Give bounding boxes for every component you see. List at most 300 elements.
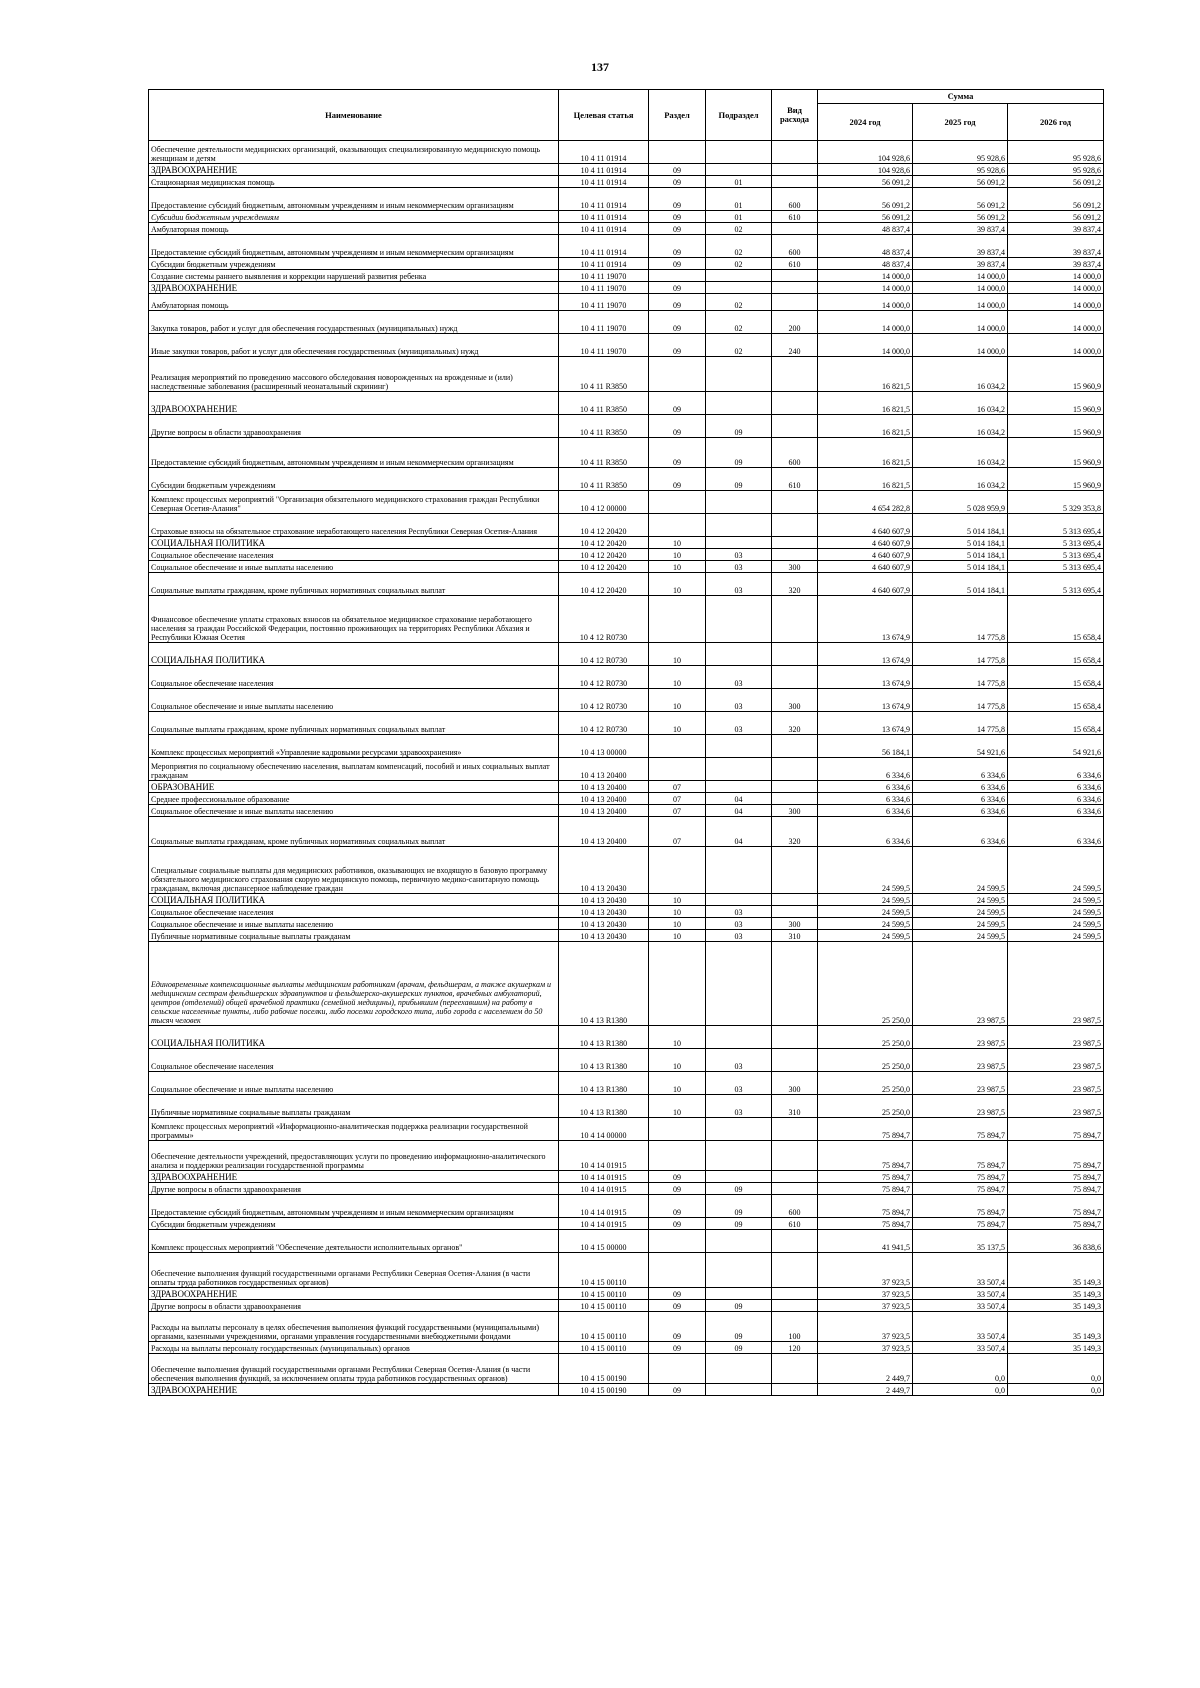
row-subsection: 03	[706, 689, 772, 712]
row-expense-type	[772, 549, 818, 561]
row-sum-2024: 4 640 607,9	[818, 561, 913, 573]
row-sum-2025: 14 775,8	[913, 596, 1008, 643]
row-sum-2025: 16 034,2	[913, 392, 1008, 415]
row-sum-2025: 6 334,6	[913, 805, 1008, 817]
row-expense-type	[772, 643, 818, 666]
table-row	[149, 735, 1104, 758]
row-section	[649, 270, 706, 282]
row-sum-2024: 48 837,4	[818, 223, 913, 235]
row-section: 09	[649, 1183, 706, 1195]
row-subsection	[706, 1384, 772, 1396]
row-expense-type: 300	[772, 918, 818, 930]
row-section: 09	[649, 282, 706, 294]
row-sum-2025: 14 000,0	[913, 282, 1008, 294]
row-name: СОЦИАЛЬНАЯ ПОЛИТИКА	[149, 894, 559, 906]
table-row	[149, 468, 1104, 491]
row-target-article: 10 4 13 20430	[559, 918, 649, 930]
row-sum-2024: 75 894,7	[818, 1141, 913, 1171]
row-section: 10	[649, 930, 706, 942]
row-subsection: 03	[706, 712, 772, 735]
row-section: 10	[649, 1049, 706, 1072]
row-sum-2026: 14 000,0	[1008, 270, 1104, 282]
row-target-article: 10 4 15 00190	[559, 1354, 649, 1384]
table-row	[149, 1384, 1104, 1396]
row-name: Предоставление субсидий бюджетным, автономным учреждениям и иным некоммерческим организациям	[149, 1195, 559, 1218]
row-target-article: 10 4 12 R0730	[559, 712, 649, 735]
row-section: 07	[649, 817, 706, 847]
row-expense-type	[772, 847, 818, 894]
row-target-article: 10 4 15 00190	[559, 1384, 649, 1396]
row-sum-2024: 37 923,5	[818, 1312, 913, 1342]
row-sum-2026: 14 000,0	[1008, 334, 1104, 357]
row-name: Финансовое обеспечение уплаты страховых взносов на обязательное медицинское страхование неработающего населения за граждан Российской Федерации, постоянно проживающих на территориях Республики Абхазия и Республики Южная Осетия	[149, 596, 559, 643]
row-sum-2024: 25 250,0	[818, 1072, 913, 1095]
row-sum-2026: 5 313 695,4	[1008, 549, 1104, 561]
row-name: Создание системы раннего выявления и коррекции нарушений развития ребенка	[149, 270, 559, 282]
row-sum-2025: 5 014 184,1	[913, 561, 1008, 573]
row-expense-type	[772, 666, 818, 689]
row-expense-type	[772, 781, 818, 793]
row-sum-2024: 4 640 607,9	[818, 537, 913, 549]
row-section: 09	[649, 468, 706, 491]
row-sum-2024: 24 599,5	[818, 894, 913, 906]
row-subsection: 01	[706, 176, 772, 188]
row-section	[649, 758, 706, 781]
row-section: 09	[649, 235, 706, 258]
row-subsection	[706, 141, 772, 164]
table-row	[149, 561, 1104, 573]
row-name: Субсидии бюджетным учреждениям	[149, 468, 559, 491]
row-section	[649, 141, 706, 164]
row-subsection: 09	[706, 1312, 772, 1342]
row-section: 10	[649, 1095, 706, 1118]
row-sum-2024: 75 894,7	[818, 1183, 913, 1195]
budget-table	[148, 89, 1104, 1396]
row-sum-2024: 75 894,7	[818, 1171, 913, 1183]
row-sum-2025: 23 987,5	[913, 1095, 1008, 1118]
row-subsection: 09	[706, 1195, 772, 1218]
row-target-article: 10 4 11 19070	[559, 294, 649, 311]
row-section	[649, 596, 706, 643]
row-expense-type: 600	[772, 188, 818, 211]
row-sum-2025: 6 334,6	[913, 793, 1008, 805]
row-target-article: 10 4 11 19070	[559, 282, 649, 294]
row-sum-2024: 13 674,9	[818, 689, 913, 712]
row-name: Амбулаторная помощь	[149, 223, 559, 235]
row-subsection	[706, 1171, 772, 1183]
row-sum-2025: 6 334,6	[913, 758, 1008, 781]
table-row	[149, 573, 1104, 596]
row-expense-type: 310	[772, 930, 818, 942]
row-target-article: 10 4 13 20400	[559, 817, 649, 847]
row-sum-2024: 25 250,0	[818, 1026, 913, 1049]
row-section: 09	[649, 311, 706, 334]
row-name: Обеспечение выполнения функций государственными органами Республики Северная Осетия-Алания (в части обеспечения выполнения функций, за исключением оплаты труда работников государственных органов)	[149, 1354, 559, 1384]
table-row	[149, 270, 1104, 282]
row-expense-type	[772, 491, 818, 514]
row-expense-type	[772, 1288, 818, 1300]
row-target-article: 10 4 11 01914	[559, 223, 649, 235]
row-name: Социальные выплаты гражданам, кроме публичных нормативных социальных выплат	[149, 712, 559, 735]
row-sum-2025: 23 987,5	[913, 1026, 1008, 1049]
row-sum-2024: 2 449,7	[818, 1354, 913, 1384]
row-name: Субсидии бюджетным учреждениям	[149, 258, 559, 270]
row-sum-2026: 15 960,9	[1008, 468, 1104, 491]
row-sum-2024: 41 941,5	[818, 1230, 913, 1253]
table-row	[149, 793, 1104, 805]
row-sum-2026: 5 313 695,4	[1008, 573, 1104, 596]
row-subsection: 02	[706, 294, 772, 311]
row-subsection	[706, 1141, 772, 1171]
row-expense-type	[772, 223, 818, 235]
row-sum-2026: 24 599,5	[1008, 930, 1104, 942]
row-sum-2024: 2 449,7	[818, 1384, 913, 1396]
row-name: Социальное обеспечение населения	[149, 549, 559, 561]
row-expense-type: 300	[772, 805, 818, 817]
row-sum-2026: 35 149,3	[1008, 1300, 1104, 1312]
row-name: Социальные выплаты гражданам, кроме публичных нормативных социальных выплат	[149, 817, 559, 847]
row-sum-2025: 95 928,6	[913, 164, 1008, 176]
table-row	[149, 1095, 1104, 1118]
row-name: Расходы на выплаты персоналу в целях обеспечения выполнения функций государственными (муниципальными) органами, казенными учреждениями, органами управления государственными внебюджетными фондами	[149, 1312, 559, 1342]
row-section: 09	[649, 334, 706, 357]
table-row	[149, 235, 1104, 258]
row-sum-2024: 16 821,5	[818, 392, 913, 415]
row-subsection: 03	[706, 918, 772, 930]
table-row	[149, 438, 1104, 468]
row-name: Другие вопросы в области здравоохранения	[149, 415, 559, 438]
row-name: Другие вопросы в области здравоохранения	[149, 1300, 559, 1312]
row-subsection	[706, 894, 772, 906]
row-section: 10	[649, 894, 706, 906]
row-sum-2025: 0,0	[913, 1384, 1008, 1396]
row-expense-type	[772, 758, 818, 781]
row-sum-2025: 16 034,2	[913, 438, 1008, 468]
table-row	[149, 817, 1104, 847]
row-sum-2025: 33 507,4	[913, 1253, 1008, 1288]
row-section	[649, 1118, 706, 1141]
row-expense-type: 610	[772, 468, 818, 491]
row-sum-2025: 16 034,2	[913, 357, 1008, 392]
row-subsection	[706, 1118, 772, 1141]
row-sum-2024: 14 000,0	[818, 282, 913, 294]
row-sum-2025: 75 894,7	[913, 1195, 1008, 1218]
row-sum-2026: 6 334,6	[1008, 781, 1104, 793]
row-subsection	[706, 1026, 772, 1049]
row-sum-2026: 24 599,5	[1008, 847, 1104, 894]
row-sum-2025: 5 028 959,9	[913, 491, 1008, 514]
row-sum-2024: 6 334,6	[818, 758, 913, 781]
row-section: 07	[649, 805, 706, 817]
row-expense-type	[772, 1300, 818, 1312]
table-row	[149, 596, 1104, 643]
row-section: 09	[649, 1218, 706, 1230]
row-sum-2024: 16 821,5	[818, 468, 913, 491]
row-sum-2026: 54 921,6	[1008, 735, 1104, 758]
row-subsection: 03	[706, 561, 772, 573]
row-sum-2024: 56 091,2	[818, 176, 913, 188]
row-expense-type	[772, 392, 818, 415]
row-sum-2024: 56 091,2	[818, 211, 913, 223]
row-sum-2024: 16 821,5	[818, 357, 913, 392]
row-subsection	[706, 643, 772, 666]
row-sum-2024: 104 928,6	[818, 141, 913, 164]
row-section: 09	[649, 438, 706, 468]
row-sum-2024: 6 334,6	[818, 817, 913, 847]
row-sum-2024: 14 000,0	[818, 334, 913, 357]
row-subsection	[706, 596, 772, 643]
row-sum-2024: 104 928,6	[818, 164, 913, 176]
row-sum-2026: 75 894,7	[1008, 1118, 1104, 1141]
table-row	[149, 689, 1104, 712]
row-expense-type: 200	[772, 311, 818, 334]
row-sum-2026: 95 928,6	[1008, 164, 1104, 176]
row-sum-2024: 24 599,5	[818, 906, 913, 918]
row-target-article: 10 4 12 20420	[559, 561, 649, 573]
row-target-article: 10 4 14 01915	[559, 1141, 649, 1171]
row-sum-2024: 4 640 607,9	[818, 514, 913, 537]
header-target-article: Целевая статья	[559, 90, 649, 141]
header-2026: 2026 год	[1008, 104, 1104, 141]
row-subsection	[706, 270, 772, 282]
row-section: 09	[649, 223, 706, 235]
row-sum-2025: 5 014 184,1	[913, 573, 1008, 596]
row-expense-type: 320	[772, 573, 818, 596]
table-row	[149, 758, 1104, 781]
row-section	[649, 735, 706, 758]
table-row	[149, 1118, 1104, 1141]
row-target-article: 10 4 11 01914	[559, 176, 649, 188]
row-name: Обеспечение выполнения функций государственными органами Республики Северная Осетия-Алания (в части оплаты труда работников государственных органов)	[149, 1253, 559, 1288]
row-target-article: 10 4 11 R3850	[559, 415, 649, 438]
row-subsection	[706, 942, 772, 1026]
row-sum-2026: 23 987,5	[1008, 942, 1104, 1026]
row-name: Расходы на выплаты персоналу государственных (муниципальных) органов	[149, 1342, 559, 1354]
row-section	[649, 491, 706, 514]
row-sum-2025: 23 987,5	[913, 942, 1008, 1026]
row-sum-2026: 56 091,2	[1008, 176, 1104, 188]
row-sum-2026: 23 987,5	[1008, 1026, 1104, 1049]
row-target-article: 10 4 11 19070	[559, 311, 649, 334]
row-target-article: 10 4 11 01914	[559, 235, 649, 258]
row-name: Субсидии бюджетным учреждениям	[149, 1218, 559, 1230]
row-expense-type	[772, 176, 818, 188]
row-sum-2026: 15 960,9	[1008, 357, 1104, 392]
row-target-article: 10 4 13 20430	[559, 847, 649, 894]
row-target-article: 10 4 15 00000	[559, 1230, 649, 1253]
row-expense-type	[772, 357, 818, 392]
row-expense-type: 600	[772, 1195, 818, 1218]
row-expense-type	[772, 1183, 818, 1195]
row-sum-2024: 75 894,7	[818, 1218, 913, 1230]
row-name: Предоставление субсидий бюджетным, автономным учреждениям и иным некоммерческим организациям	[149, 235, 559, 258]
row-section	[649, 1230, 706, 1253]
table-row	[149, 176, 1104, 188]
row-sum-2026: 95 928,6	[1008, 141, 1104, 164]
row-section: 09	[649, 1195, 706, 1218]
row-sum-2026: 75 894,7	[1008, 1195, 1104, 1218]
row-target-article: 10 4 12 20420	[559, 549, 649, 561]
row-name: Социальное обеспечение населения	[149, 666, 559, 689]
row-target-article: 10 4 14 01915	[559, 1218, 649, 1230]
row-name: СОЦИАЛЬНАЯ ПОЛИТИКА	[149, 537, 559, 549]
row-sum-2026: 39 837,4	[1008, 258, 1104, 270]
row-section	[649, 514, 706, 537]
row-expense-type: 120	[772, 1342, 818, 1354]
row-sum-2026: 14 000,0	[1008, 294, 1104, 311]
row-target-article: 10 4 12 R0730	[559, 666, 649, 689]
row-section: 09	[649, 1288, 706, 1300]
row-section	[649, 357, 706, 392]
row-sum-2025: 6 334,6	[913, 781, 1008, 793]
row-sum-2024: 13 674,9	[818, 643, 913, 666]
row-section: 10	[649, 643, 706, 666]
row-sum-2026: 15 960,9	[1008, 438, 1104, 468]
table-row	[149, 930, 1104, 942]
row-section: 09	[649, 392, 706, 415]
row-section: 09	[649, 1171, 706, 1183]
row-target-article: 10 4 12 20420	[559, 514, 649, 537]
row-sum-2024: 25 250,0	[818, 1095, 913, 1118]
row-section: 09	[649, 176, 706, 188]
row-expense-type	[772, 270, 818, 282]
row-name: Социальное обеспечение населения	[149, 906, 559, 918]
row-sum-2026: 15 658,4	[1008, 596, 1104, 643]
table-row	[149, 164, 1104, 176]
row-sum-2025: 54 921,6	[913, 735, 1008, 758]
row-sum-2025: 56 091,2	[913, 188, 1008, 211]
row-name: Социальные выплаты гражданам, кроме публичных нормативных социальных выплат	[149, 573, 559, 596]
table-row	[149, 1342, 1104, 1354]
row-name: Комплекс процессных мероприятий «Управление кадровыми ресурсами здравоохранения»	[149, 735, 559, 758]
row-section	[649, 942, 706, 1026]
row-sum-2025: 39 837,4	[913, 258, 1008, 270]
row-sum-2025: 14 000,0	[913, 294, 1008, 311]
row-expense-type	[772, 164, 818, 176]
row-target-article: 10 4 12 R0730	[559, 689, 649, 712]
row-sum-2024: 13 674,9	[818, 666, 913, 689]
row-sum-2024: 37 923,5	[818, 1342, 913, 1354]
row-target-article: 10 4 11 01914	[559, 258, 649, 270]
row-expense-type	[772, 1253, 818, 1288]
row-section: 10	[649, 1072, 706, 1095]
row-subsection: 02	[706, 235, 772, 258]
row-sum-2026: 15 960,9	[1008, 415, 1104, 438]
row-sum-2026: 5 313 695,4	[1008, 514, 1104, 537]
header-2024: 2024 год	[818, 104, 913, 141]
row-sum-2025: 5 014 184,1	[913, 549, 1008, 561]
row-target-article: 10 4 13 R1380	[559, 1026, 649, 1049]
table-row	[149, 1354, 1104, 1384]
row-sum-2026: 56 091,2	[1008, 188, 1104, 211]
row-section: 10	[649, 549, 706, 561]
row-sum-2024: 4 654 282,8	[818, 491, 913, 514]
row-sum-2025: 33 507,4	[913, 1288, 1008, 1300]
row-target-article: 10 4 12 R0730	[559, 643, 649, 666]
table-row	[149, 392, 1104, 415]
row-section: 09	[649, 415, 706, 438]
table-row	[149, 942, 1104, 1026]
table-row	[149, 781, 1104, 793]
row-target-article: 10 4 11 R3850	[559, 438, 649, 468]
row-sum-2026: 75 894,7	[1008, 1171, 1104, 1183]
row-subsection	[706, 491, 772, 514]
row-target-article: 10 4 11 01914	[559, 211, 649, 223]
row-expense-type	[772, 1171, 818, 1183]
row-target-article: 10 4 12 00000	[559, 491, 649, 514]
row-expense-type	[772, 894, 818, 906]
row-name: Социальное обеспечение и иные выплаты населению	[149, 918, 559, 930]
row-expense-type: 320	[772, 817, 818, 847]
row-section	[649, 1141, 706, 1171]
row-subsection: 01	[706, 188, 772, 211]
row-target-article: 10 4 12 20420	[559, 573, 649, 596]
row-sum-2025: 16 034,2	[913, 415, 1008, 438]
row-sum-2026: 39 837,4	[1008, 223, 1104, 235]
row-sum-2026: 24 599,5	[1008, 918, 1104, 930]
row-expense-type	[772, 735, 818, 758]
row-sum-2025: 14 000,0	[913, 270, 1008, 282]
table-row	[149, 1026, 1104, 1049]
row-sum-2025: 39 837,4	[913, 235, 1008, 258]
row-expense-type: 240	[772, 334, 818, 357]
table-row	[149, 1288, 1104, 1300]
row-section	[649, 847, 706, 894]
table-row	[149, 211, 1104, 223]
row-target-article: 10 4 14 00000	[559, 1118, 649, 1141]
row-sum-2024: 24 599,5	[818, 847, 913, 894]
row-sum-2024: 56 184,1	[818, 735, 913, 758]
row-name: Страховые взносы на обязательное страхование неработающего населения Республики Северная Осетия-Алания	[149, 514, 559, 537]
row-target-article: 10 4 13 R1380	[559, 1095, 649, 1118]
row-sum-2025: 23 987,5	[913, 1072, 1008, 1095]
row-section: 09	[649, 211, 706, 223]
row-sum-2026: 6 334,6	[1008, 758, 1104, 781]
row-subsection: 03	[706, 906, 772, 918]
table-row	[149, 415, 1104, 438]
row-target-article: 10 4 11 01914	[559, 188, 649, 211]
row-sum-2025: 33 507,4	[913, 1312, 1008, 1342]
table-row	[149, 1253, 1104, 1288]
row-subsection: 09	[706, 438, 772, 468]
row-subsection: 04	[706, 793, 772, 805]
row-target-article: 10 4 12 20420	[559, 537, 649, 549]
row-expense-type	[772, 596, 818, 643]
page-number: 137	[591, 60, 609, 74]
row-sum-2024: 13 674,9	[818, 712, 913, 735]
row-expense-type	[772, 1230, 818, 1253]
row-sum-2026: 23 987,5	[1008, 1049, 1104, 1072]
row-expense-type: 610	[772, 1218, 818, 1230]
row-name: Предоставление субсидий бюджетным, автономным учреждениям и иным некоммерческим организациям	[149, 438, 559, 468]
row-sum-2026: 5 313 695,4	[1008, 537, 1104, 549]
row-expense-type	[772, 141, 818, 164]
row-target-article: 10 4 13 20400	[559, 758, 649, 781]
table-row	[149, 918, 1104, 930]
row-sum-2025: 24 599,5	[913, 918, 1008, 930]
row-sum-2024: 14 000,0	[818, 294, 913, 311]
table-row	[149, 223, 1104, 235]
header-sum: Сумма	[818, 90, 1104, 104]
row-section: 10	[649, 906, 706, 918]
row-expense-type	[772, 294, 818, 311]
row-sum-2024: 25 250,0	[818, 1049, 913, 1072]
row-section	[649, 1253, 706, 1288]
row-expense-type: 300	[772, 1072, 818, 1095]
row-sum-2025: 0,0	[913, 1354, 1008, 1384]
row-expense-type	[772, 1141, 818, 1171]
table-row	[149, 1218, 1104, 1230]
